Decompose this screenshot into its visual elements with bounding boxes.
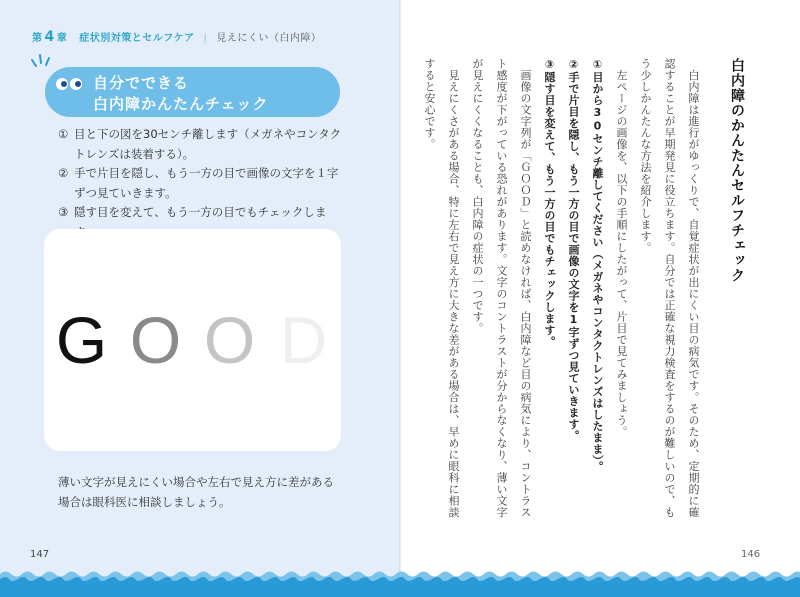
step-item [58,125,343,164]
step-text: 隠す目を変えて、もう一方の目でもチェックしま [74,205,327,219]
test-letter: G [55,303,108,377]
sparkle-icon [24,52,54,74]
chapter-title: 症状別対策とセルフケア [79,33,195,44]
step-item [58,164,343,203]
contrast-test-card [44,229,341,451]
page-number-left: 147 [30,549,50,560]
right-heading: 白内障のかんたんセルフチェック [729,58,745,283]
procedure-step: ①目から30センチ離してください（メガネやコンタクトレンズはしたまま）。 [591,58,604,473]
procedure-step: ②手で片目を隠し、もう一方の目で画像の文字を1字ずつ見ていきます。 [567,58,580,442]
advice-note: 薄い文字が見えにくい場合や左右で見え方に差がある場合は眼科医に相談しましょう。 [58,475,334,509]
test-letter: O [203,303,256,377]
procedure-step: ③隠す目を変えて、もう一方の目でもチェックします。 [543,58,556,348]
test-letter: O [129,303,182,377]
title-line-2: 白内障かんたんチェック [93,95,269,113]
section-title: 見えにくい（白内障） [216,33,322,44]
chapter-number: 4 [44,29,55,45]
header-divider: | [203,33,208,44]
chapter-prefix: 第 [32,33,43,44]
page-number-right: 146 [741,549,761,560]
running-header [32,29,321,45]
body-paragraph-2: 見えにくさがある場合、特に左右で見え方に大きな差がある場合は、早めに眼科に相談すると安心です。 [423,58,460,518]
intro-paragraph-2: 左ページの画像を、以下の手順にしたがって、片目で見てみましょう。 [615,58,628,438]
contrast-test-letters [44,303,341,377]
chapter-suffix: 章 [56,33,68,44]
test-letter: D [279,303,328,377]
body-paragraph: 画像の文字列が「ＧＯＯＤ」と読めなければ、白内障など目の病気により、コントラスト感度が下がっている恐れがあります。文字のコントラストが分からなくなり、薄い文字が見えにくくなることも、白内障の症状の一つです。 [471,58,532,518]
step-number: ① [58,127,69,141]
check-steps [58,125,343,242]
intro-paragraph: 白内障は進行がゆっくりで、自覚症状が出にくい目の病気です。そのため、定期的に確認することが早期発見に役立ちます。自分では正確な視力検査をするのが難しいので、もう少しかんたんな方法を紹介します。 [639,58,700,518]
step-number: ② [58,166,69,180]
title-line-1: 自分でできる [93,74,190,92]
wave-footer [0,562,800,597]
step-text: 目と下の図を30センチ離します（メガネやコンタクトレンズは装着する）。 [74,127,342,161]
vertical-body [417,58,747,528]
eyes-icon [55,77,83,91]
step-number: ③ [58,205,69,219]
step-text: 手で片目を隠し、もう一方の目で画像の文字を１字ずつ見ていきます。 [74,166,339,200]
